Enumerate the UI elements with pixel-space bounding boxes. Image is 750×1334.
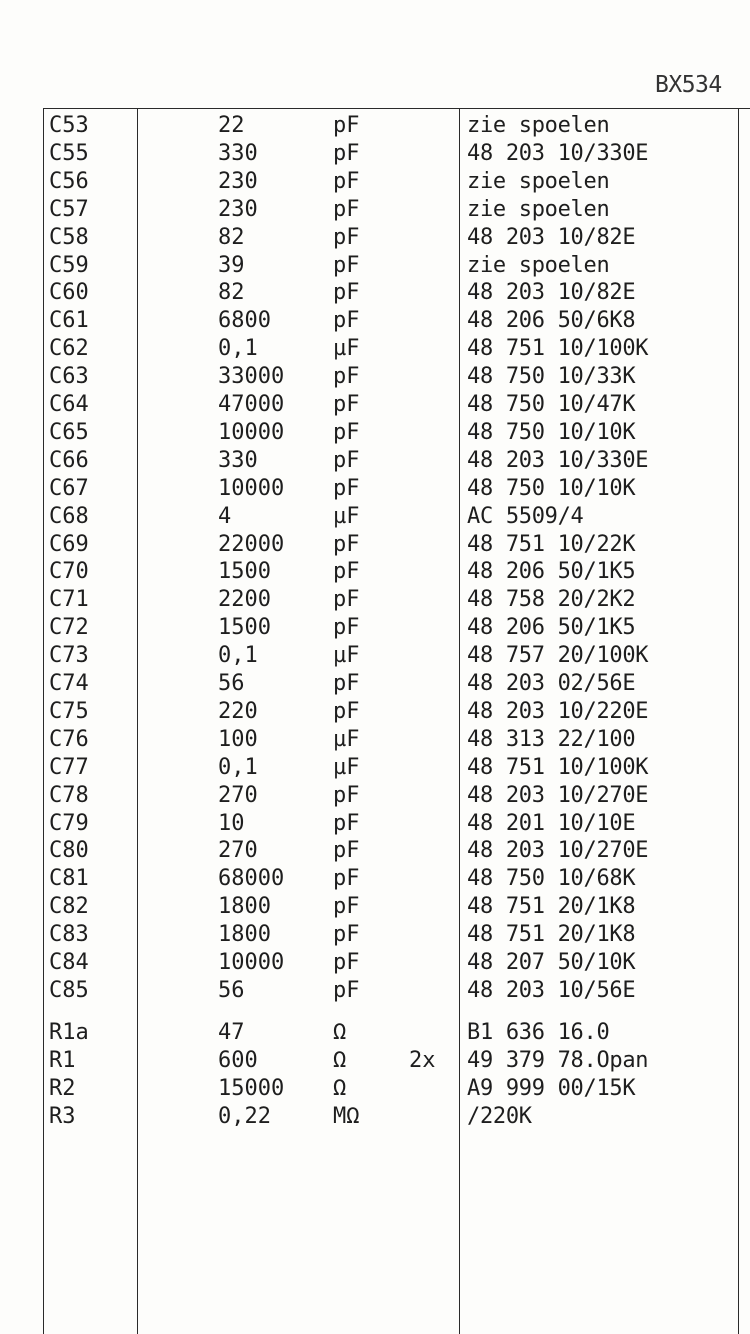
component-ref: C79 — [49, 810, 89, 836]
component-value: 4 — [218, 503, 232, 529]
component-ref: C75 — [49, 698, 89, 724]
component-unit: pF — [333, 419, 360, 445]
component-ref: C66 — [49, 447, 89, 473]
component-multiplier: 2x — [409, 1047, 436, 1073]
part-code: 48 313 22/100 — [467, 726, 636, 752]
component-value: 22000 — [218, 531, 285, 557]
component-ref: C55 — [49, 140, 89, 166]
part-code: zie spoelen — [467, 113, 610, 138]
part-code: 48 751 10/22K — [467, 531, 636, 557]
part-code: zie spoelen — [467, 196, 610, 222]
table-row — [43, 335, 750, 362]
table-row — [43, 754, 750, 781]
component-unit: pF — [333, 113, 360, 138]
table-row — [43, 670, 750, 697]
part-code: 48 203 10/330E — [467, 447, 649, 473]
table-row — [43, 586, 750, 613]
component-ref: C73 — [49, 643, 89, 669]
component-value: 230 — [218, 168, 258, 194]
component-value: 56 — [218, 977, 245, 1003]
table-row — [43, 447, 750, 474]
component-ref: C72 — [49, 615, 89, 641]
component-unit: pF — [333, 698, 360, 724]
component-unit: pF — [333, 140, 360, 166]
component-value: 220 — [218, 698, 258, 724]
component-unit: pF — [333, 447, 360, 473]
component-ref: C61 — [49, 308, 89, 334]
table-row — [43, 614, 750, 641]
part-code: AC 5509/4 — [467, 503, 584, 529]
table-row — [43, 837, 750, 864]
table-row — [43, 503, 750, 530]
part-code: zie spoelen — [467, 252, 610, 278]
part-code: B1 636 16.0 — [467, 1019, 610, 1045]
component-ref: C69 — [49, 531, 89, 557]
component-unit: pF — [333, 922, 360, 948]
table-row — [43, 475, 750, 502]
component-unit: pF — [333, 950, 360, 975]
table-row — [43, 921, 750, 948]
part-code: 48 757 20/100K — [467, 643, 649, 669]
component-ref: C82 — [49, 894, 89, 920]
table-row — [43, 363, 750, 390]
component-value: 600 — [218, 1047, 258, 1073]
component-unit: pF — [333, 252, 360, 278]
component-unit: µF — [333, 643, 360, 669]
table-row — [43, 224, 750, 251]
component-value: 10000 — [218, 419, 285, 445]
part-code: 48 206 50/6K8 — [467, 308, 636, 334]
component-ref: R1a — [49, 1019, 89, 1045]
component-ref: C76 — [49, 726, 89, 752]
component-unit: Ω — [333, 1047, 347, 1073]
table-row — [43, 810, 750, 837]
component-value: 6800 — [218, 308, 271, 334]
table-row — [43, 698, 750, 725]
component-unit: Ω — [333, 1019, 347, 1045]
component-value: 56 — [218, 671, 245, 696]
part-code: 48 203 10/220E — [467, 698, 649, 724]
component-value: 82 — [218, 280, 245, 306]
component-value: 68000 — [218, 866, 285, 892]
table-row — [43, 1019, 750, 1046]
table-row — [43, 782, 750, 809]
part-code: 49 379 78.Opan — [467, 1047, 649, 1073]
component-value: 10 — [218, 810, 245, 836]
table-row — [43, 1075, 750, 1102]
component-value: 10000 — [218, 950, 285, 975]
component-ref: C81 — [49, 866, 89, 892]
part-code: 48 203 10/82E — [467, 224, 636, 250]
component-unit: pF — [333, 224, 360, 250]
part-code: 48 203 02/56E — [467, 671, 636, 696]
component-value: 47 — [218, 1019, 245, 1045]
component-value: 270 — [218, 782, 258, 808]
component-ref: C59 — [49, 252, 89, 278]
component-ref: C67 — [49, 475, 89, 501]
component-ref: C83 — [49, 922, 89, 948]
component-unit: pF — [333, 615, 360, 641]
component-unit: pF — [333, 475, 360, 501]
table-row — [43, 391, 750, 418]
component-value: 100 — [218, 726, 258, 752]
component-unit: pF — [333, 168, 360, 194]
table-top-rule — [43, 108, 750, 109]
part-code: 48 751 20/1K8 — [467, 922, 636, 948]
component-ref: R2 — [49, 1075, 76, 1101]
component-value: 270 — [218, 838, 258, 864]
component-ref: C68 — [49, 503, 89, 529]
table-row — [43, 893, 750, 920]
component-ref: C65 — [49, 419, 89, 445]
component-value: 47000 — [218, 392, 285, 417]
table-row — [43, 865, 750, 892]
component-unit: pF — [333, 531, 360, 557]
component-ref: C62 — [49, 336, 89, 362]
table-row — [43, 112, 750, 139]
component-ref: C71 — [49, 587, 89, 613]
component-value: 0,1 — [218, 336, 258, 362]
component-value: 1800 — [218, 894, 271, 920]
table-row — [43, 140, 750, 167]
part-code: 48 203 10/82E — [467, 280, 636, 306]
component-ref: C60 — [49, 280, 89, 306]
part-code: A9 999 00/15K — [467, 1075, 636, 1101]
component-ref: C77 — [49, 754, 89, 780]
part-code: 48 750 10/10K — [467, 475, 636, 501]
part-code: 48 203 10/270E — [467, 782, 649, 808]
component-value: 0,1 — [218, 643, 258, 669]
component-ref: C57 — [49, 196, 89, 222]
component-unit: pF — [333, 559, 360, 585]
part-code: 48 751 20/1K8 — [467, 894, 636, 920]
component-unit: MΩ — [333, 1103, 360, 1129]
part-code: 48 203 10/56E — [467, 977, 636, 1003]
component-ref: C63 — [49, 364, 89, 390]
component-ref: C85 — [49, 977, 89, 1003]
component-ref: R1 — [49, 1047, 76, 1073]
part-code: 48 206 50/1K5 — [467, 559, 636, 585]
part-code: 48 750 10/47K — [467, 392, 636, 417]
component-value: 330 — [218, 140, 258, 166]
component-unit: pF — [333, 587, 360, 613]
part-code: 48 203 10/330E — [467, 140, 649, 166]
table-row — [43, 558, 750, 585]
component-value: 0,1 — [218, 754, 258, 780]
parts-table — [43, 108, 750, 1334]
component-unit: µF — [333, 503, 360, 529]
table-row — [43, 279, 750, 306]
component-value: 1500 — [218, 615, 271, 641]
component-value: 0,22 — [218, 1103, 271, 1129]
part-code: 48 203 10/270E — [467, 838, 649, 864]
component-ref: R3 — [49, 1103, 76, 1129]
component-unit: pF — [333, 782, 360, 808]
component-ref: C70 — [49, 559, 89, 585]
part-code: zie spoelen — [467, 168, 610, 194]
component-ref: C58 — [49, 224, 89, 250]
table-row — [43, 419, 750, 446]
component-ref: C64 — [49, 392, 89, 417]
component-value: 1500 — [218, 559, 271, 585]
component-unit: pF — [333, 866, 360, 892]
component-ref: C56 — [49, 168, 89, 194]
component-value: 15000 — [218, 1075, 285, 1101]
table-row — [43, 977, 750, 1004]
table-row — [43, 642, 750, 669]
part-code: 48 207 50/10K — [467, 950, 636, 975]
component-unit: pF — [333, 196, 360, 222]
component-unit: pF — [333, 838, 360, 864]
component-unit: pF — [333, 977, 360, 1003]
component-value: 2200 — [218, 587, 271, 613]
component-unit: pF — [333, 894, 360, 920]
component-ref: C84 — [49, 950, 89, 975]
component-unit: µF — [333, 336, 360, 362]
document-id: BX534 — [655, 72, 722, 98]
table-row — [43, 168, 750, 195]
component-unit: pF — [333, 280, 360, 306]
table-row — [43, 949, 750, 976]
table-row — [43, 252, 750, 279]
component-unit: pF — [333, 671, 360, 696]
component-value: 22 — [218, 113, 245, 138]
part-code: 48 751 10/100K — [467, 336, 649, 362]
component-unit: µF — [333, 726, 360, 752]
component-value: 33000 — [218, 364, 285, 390]
table-row — [43, 531, 750, 558]
part-code: 48 750 10/33K — [467, 364, 636, 390]
component-value: 330 — [218, 447, 258, 473]
table-row — [43, 1103, 750, 1130]
part-code: 48 750 10/68K — [467, 866, 636, 892]
part-code: 48 751 10/100K — [467, 754, 649, 780]
component-unit: pF — [333, 364, 360, 390]
table-row — [43, 1047, 750, 1074]
part-code: /220K — [467, 1103, 532, 1129]
table-row — [43, 196, 750, 223]
part-code: 48 750 10/10K — [467, 419, 636, 445]
component-unit: pF — [333, 392, 360, 417]
component-value: 10000 — [218, 475, 285, 501]
component-value: 230 — [218, 196, 258, 222]
part-code: 48 201 10/10E — [467, 810, 636, 836]
component-unit: Ω — [333, 1075, 347, 1101]
component-unit: pF — [333, 308, 360, 334]
component-unit: µF — [333, 754, 360, 780]
component-value: 82 — [218, 224, 245, 250]
table-row — [43, 726, 750, 753]
part-code: 48 206 50/1K5 — [467, 615, 636, 641]
component-ref: C78 — [49, 782, 89, 808]
component-value: 39 — [218, 252, 245, 278]
table-row — [43, 307, 750, 334]
component-ref: C80 — [49, 838, 89, 864]
component-value: 1800 — [218, 922, 271, 948]
part-code: 48 758 20/2K2 — [467, 587, 636, 613]
component-ref: C53 — [49, 113, 89, 138]
component-unit: pF — [333, 810, 360, 836]
component-ref: C74 — [49, 671, 89, 696]
